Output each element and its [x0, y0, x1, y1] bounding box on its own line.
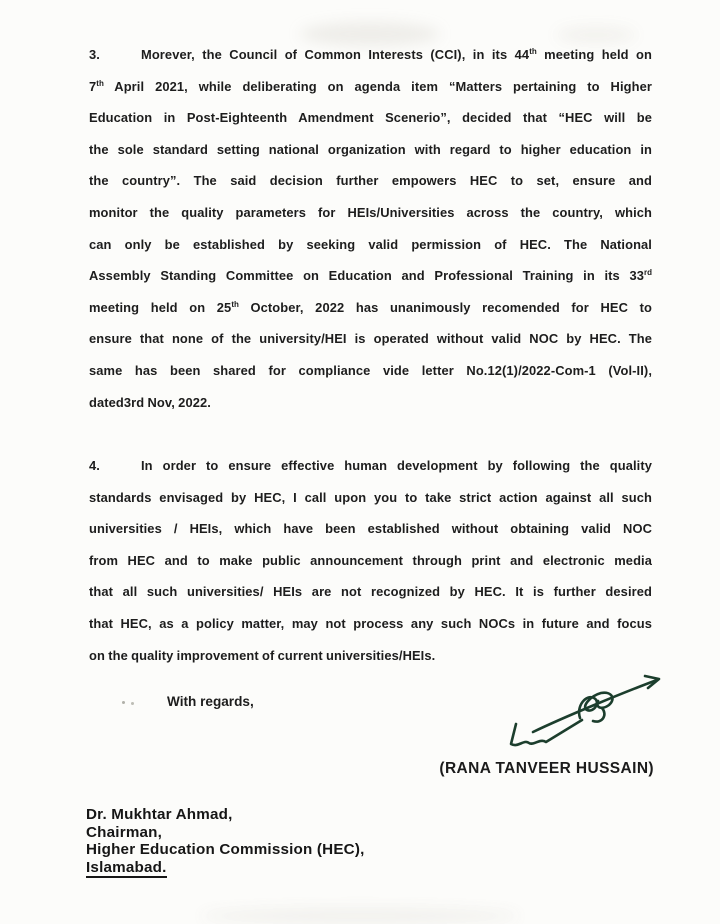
- paragraph-line-text: Morever, the Council of Common Interests (CCI), in its 44th meeting held on: [141, 47, 652, 62]
- paragraph-line: the country”. The said decision further empowers HEC to set, ensure and: [89, 173, 652, 189]
- paragraph-line: [89, 39, 652, 71]
- paragraph-line: the sole standard setting national organization with regard to higher education in: [89, 141, 652, 157]
- paragraph-line: standards envisaged by HEC, I call upon you to take strict action against all such: [89, 489, 652, 505]
- signature-scribble-icon: [502, 658, 687, 758]
- signatory-name: (RANA TANVEER HUSSAIN): [439, 760, 654, 777]
- paragraph-line: can only be established by seeking valid permission of HEC. The National: [89, 236, 652, 252]
- recipient-title: Chairman,: [86, 823, 163, 841]
- scan-artifact-dots: [122, 701, 125, 704]
- paragraph-line: that HEC, as a policy matter, may not process any such NOCs in future and focus: [89, 615, 652, 631]
- recipient-name: Dr. Mukhtar Ahmad,: [86, 806, 233, 823]
- paragraph-line: [89, 450, 652, 482]
- paragraph-line: monitor the quality parameters for HEIs/Universities across the country, which: [89, 204, 652, 220]
- paragraph-4: [89, 450, 652, 671]
- scan-smudge: [200, 908, 520, 924]
- paragraph-line: 7th April 2021, while deliberating on agenda item “Matters pertaining to Higher: [89, 78, 652, 94]
- paragraph-line: dated3rd Nov, 2022.: [89, 394, 211, 410]
- recipient-address-block: [86, 806, 365, 878]
- paragraph-line: Education in Post-Eighteenth Amendment Scenerio”, decided that “HEC will be: [89, 110, 652, 126]
- paragraph-line-text: In order to ensure effective human development by following the quality: [141, 458, 652, 473]
- paragraph-line: meeting held on 25th October, 2022 has unanimously recomended for HEC to: [89, 299, 652, 315]
- recipient-organization: Higher Education Commission (HEC),: [86, 841, 365, 859]
- paragraph-line: on the quality improvement of current universities/HEIs.: [89, 647, 436, 663]
- paragraph-3: [89, 39, 652, 418]
- paragraph-line: that all such universities/ HEIs are not recognized by HEC. It is further desired: [89, 584, 652, 600]
- closing-salutation: With regards,: [167, 694, 254, 709]
- paragraph-line: Assembly Standing Committee on Education and Professional Training in its 33rd: [89, 268, 652, 284]
- paragraph-number: 3.: [89, 47, 100, 62]
- paragraph-line: same has been shared for compliance vide letter No.12(1)/2022-Com-1 (Vol-II),: [89, 362, 652, 378]
- paragraph-line: ensure that none of the university/HEI is operated without valid NOC by HEC. The: [89, 331, 652, 347]
- paragraph-line: universities / HEIs, which have been established without obtaining valid NOC: [89, 521, 652, 537]
- recipient-city: Islamabad.: [86, 859, 167, 879]
- paragraph-number: 4.: [89, 458, 100, 473]
- paragraph-line: from HEC and to make public announcement through print and electronic media: [89, 552, 652, 568]
